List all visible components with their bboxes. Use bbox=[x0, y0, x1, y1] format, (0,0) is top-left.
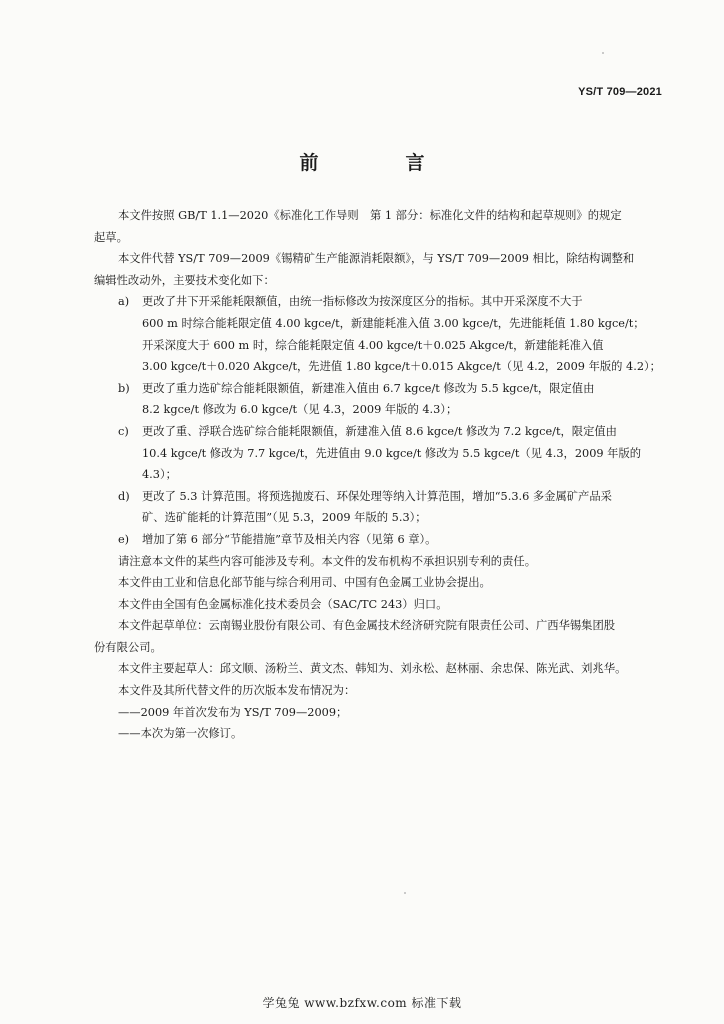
paragraph-line: 本文件由工业和信息化部节能与综合利用司、中国有色金属工业协会提出。 bbox=[118, 576, 491, 590]
paragraph-line: 本文件由全国有色金属标准化技术委员会（SAC/TC 243）归口。 bbox=[118, 597, 448, 611]
paragraph-line: 起草。 bbox=[94, 230, 128, 244]
paragraph-line: 本文件起草单位：云南锡业股份有限公司、有色金属技术经济研究院有限责任公司、广西华锡集团股 bbox=[118, 619, 616, 633]
paragraph-line: 编辑性改动外，主要技术变化如下： bbox=[94, 273, 275, 287]
history-item bbox=[118, 723, 664, 745]
list-item-line: 600 m 时综合能耗限定值 4.00 kgce/t，新建能耗准入值 3.00 kgce/t，先进能耗值 1.80 kgce/t； bbox=[142, 316, 645, 330]
standard-code: YS/T 709—2021 bbox=[578, 86, 662, 98]
list-item bbox=[118, 421, 664, 486]
paragraph-line: 本文件及其所代替文件的历次版本发布情况为： bbox=[118, 684, 356, 698]
list-item-line: 4.3）； bbox=[142, 468, 177, 482]
list-marker: b) bbox=[118, 381, 130, 395]
list-item-line: 更改了重、浮联合选矿综合能耗限额值，新建准入值 8.6 kgce/t 修改为 7.2 kgce/t，限定值由 bbox=[142, 424, 617, 438]
list-item-line: 开采深度大于 600 m 时，综合能耗限定值 4.00 kgce/t＋0.025 Akgce/t，新建能耗准入值 bbox=[142, 338, 604, 352]
paragraph-patent-notice bbox=[118, 551, 664, 573]
list-item bbox=[118, 378, 664, 421]
list-item-line: 矿、选矿能耗的计算范围”（见 5.3，2009 年版的 5.3）； bbox=[142, 511, 427, 525]
paragraph-proposer bbox=[118, 572, 664, 594]
paragraph-line: 本文件主要起草人：邱文顺、汤粉兰、黄文杰、韩知为、刘永松、赵林丽、余忠保、陈光武、刘兆华。 bbox=[118, 662, 627, 676]
list-item-line: 更改了井下开采能耗限额值，由统一指标修改为按深度区分的指标。其中开采深度不大于 bbox=[142, 295, 583, 309]
footer-watermark: 学兔兔 www.bzfxw.com 标准下载 bbox=[262, 996, 462, 1010]
scan-speck bbox=[404, 892, 406, 894]
list-marker: e) bbox=[118, 532, 130, 546]
paragraph-history bbox=[118, 680, 664, 702]
list-item-line: 更改了 5.3 计算范围。将预选抛废石、环保处理等纳入计算范围，增加“5.3.6 多金属矿产品采 bbox=[142, 489, 612, 503]
paragraph-line: ——2009 年首次发布为 YS/T 709—2009； bbox=[118, 705, 348, 719]
paragraph-line: 本文件按照 GB/T 1.1—2020《标准化工作导则 第 1 部分：标准化文件的结构和起草规则》的规定 bbox=[118, 209, 622, 222]
list-marker: c) bbox=[118, 424, 129, 438]
list-marker: d) bbox=[118, 489, 130, 503]
list-item-line: 更改了重力选矿综合能耗限额值，新建准入值由 6.7 kgce/t 修改为 5.5 kgce/t，限定值由 bbox=[142, 381, 595, 395]
paragraph-line: 本文件代替 YS/T 709—2009《锡精矿生产能源消耗限额》，与 YS/T 709—2009 相比，除结构调整和 bbox=[118, 252, 635, 266]
list-item-line: 8.2 kgce/t 修改为 6.0 kgce/t（见 4.3，2009 年版的 4.3）； bbox=[142, 403, 458, 417]
paragraph-line: ——本次为第一次修订。 bbox=[118, 727, 243, 741]
page-title: 前 言 bbox=[299, 152, 459, 174]
paragraph-committee bbox=[118, 594, 664, 616]
paragraph-drafters bbox=[118, 658, 664, 680]
paragraph-replaces bbox=[94, 248, 664, 291]
paragraph-drafting-units bbox=[94, 615, 664, 658]
list-item bbox=[118, 291, 664, 377]
paragraph-basis bbox=[94, 205, 664, 248]
list-item-line: 10.4 kgce/t 修改为 7.7 kgce/t，先进值由 9.0 kgce/t 修改为 5.5 kgce/t（见 4.3，2009 年版的 bbox=[142, 446, 642, 460]
scan-speck bbox=[602, 52, 604, 54]
history-item bbox=[118, 702, 664, 724]
document-body bbox=[94, 205, 664, 745]
list-item bbox=[118, 486, 664, 529]
paragraph-line: 份有限公司。 bbox=[94, 640, 162, 654]
list-marker: a) bbox=[118, 295, 130, 309]
list-item-line: 3.00 kgce/t＋0.020 Akgce/t，先进值 1.80 kgce/t＋0.015 Akgce/t（见 4.2，2009 年版的 4.2）； bbox=[142, 360, 661, 374]
list-item-line: 增加了第 6 部分“节能措施”章节及相关内容（见第 6 章）。 bbox=[142, 532, 437, 546]
paragraph-line: 请注意本文件的某些内容可能涉及专利。本文件的发布机构不承担识别专利的责任。 bbox=[118, 554, 536, 568]
list-item bbox=[118, 529, 664, 551]
